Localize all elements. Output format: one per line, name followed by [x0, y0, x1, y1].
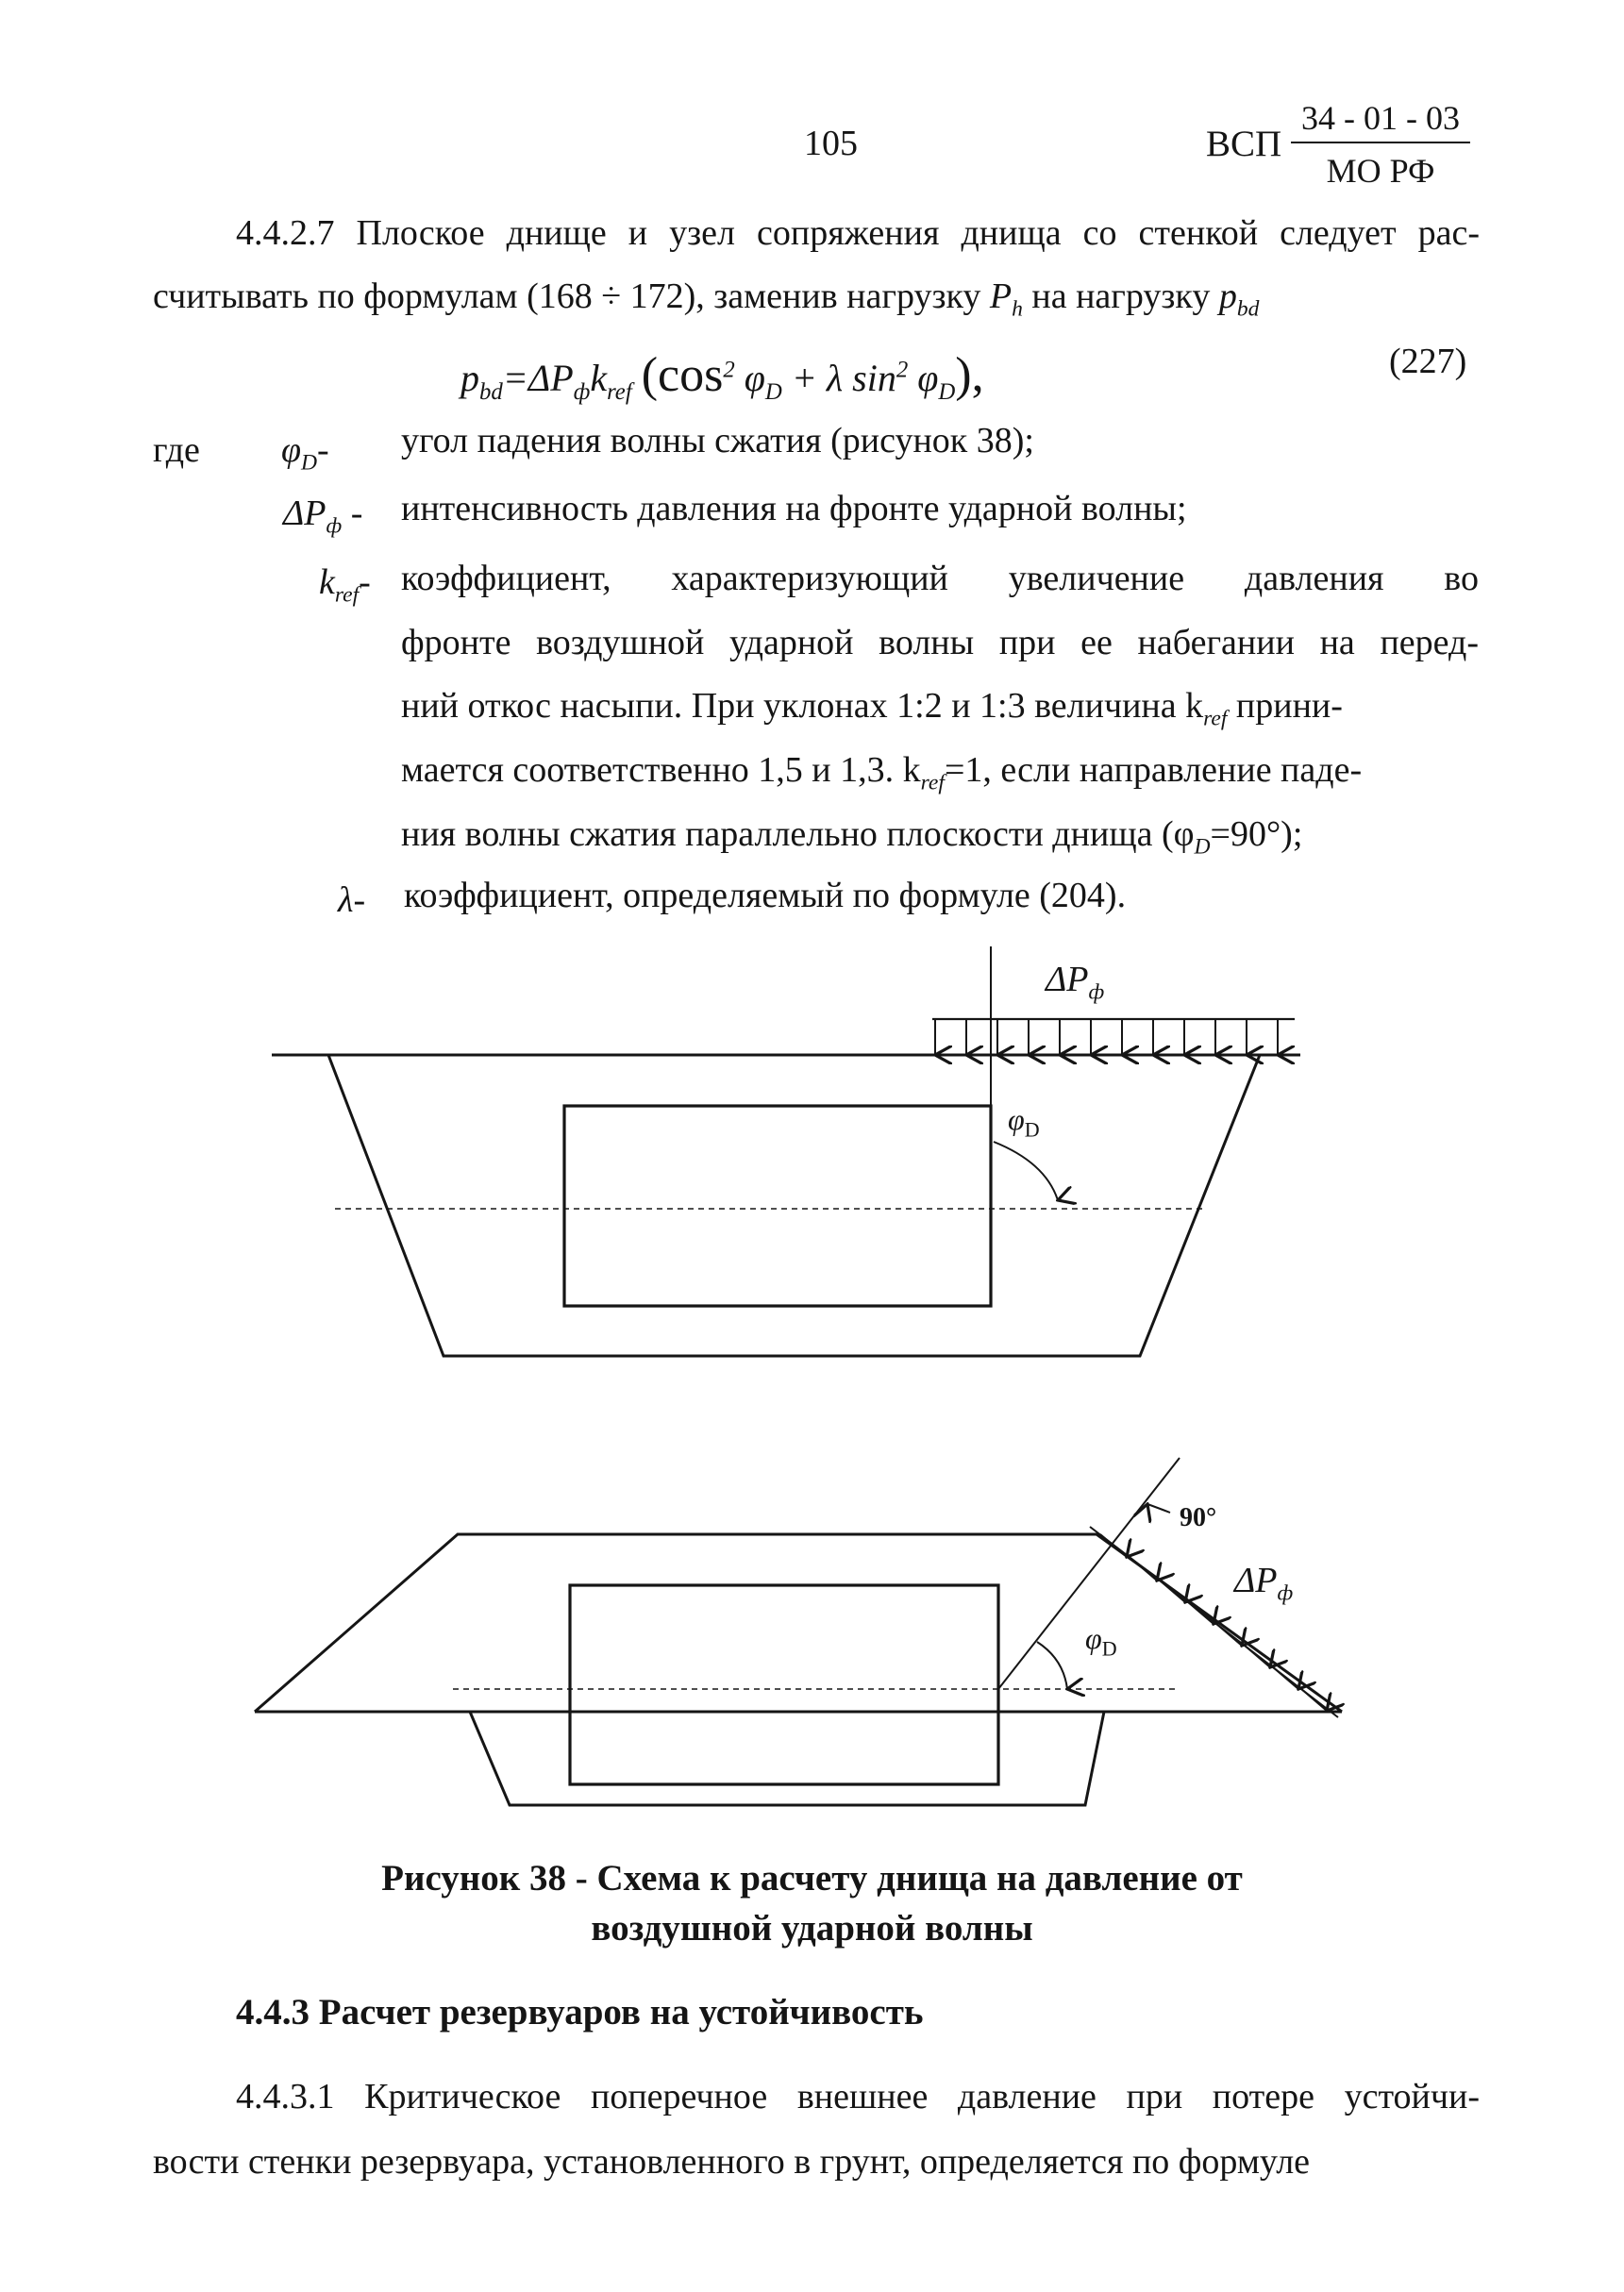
formula-number: (227)	[1389, 342, 1467, 381]
def2-symbol: $\Delta P_ф$ -	[283, 494, 363, 539]
bottom-pressure-label: $\Delta P_ф$	[1234, 1561, 1294, 1606]
where-word: где	[153, 430, 200, 470]
def3-line2: фронте воздушной ударной волны при ее набегании на перед-	[401, 623, 1479, 662]
bottom-angle-label: $\varphi_D$	[1085, 1621, 1117, 1661]
figure-caption-line2: воздушной ударной волны	[591, 1908, 1033, 1949]
def4-text: коэффициент, определяемый по формуле (204).	[404, 876, 1127, 915]
def4-symbol: λ-	[338, 880, 366, 920]
doc-prefix: ВСП	[1206, 124, 1282, 164]
formula-227: $p_{bd}=\Delta P_фk_{ref}$ ($\cos^2$ $\varphi_D + \lambda$ $\sin^2 \varphi_D$),	[460, 348, 984, 405]
doc-code: 34 - 01 - 03	[1301, 99, 1460, 137]
def1-text: угол падения волны сжатия (рисунок 38);	[401, 421, 1034, 460]
top-excavation	[272, 946, 1300, 1356]
page-number: 105	[804, 124, 858, 163]
figure-caption-line1: Рисунок 38 - Схема к расчету днища на давление от	[381, 1858, 1243, 1899]
top-angle-label: $\varphi_D$	[1008, 1102, 1040, 1142]
def3-line1: коэффициент, характеризующий увеличение давления во	[401, 559, 1479, 598]
def2-text: интенсивность давления на фронте ударной волны;	[401, 489, 1187, 528]
section-paragraph-line1: 4.4.3.1 Критическое поперечное внешнее давление при потере устойчи-	[236, 2077, 1480, 2116]
paragraph-4427-line2: считывать по формулам (168 ÷ 172), заменив нагрузку $P_h$ на нагрузку $p_{bd}$	[153, 276, 1260, 322]
doc-ministry: МО РФ	[1326, 152, 1435, 190]
section-heading: 4.4.3 Расчет резервуаров на устойчивость	[236, 1992, 924, 2033]
section-paragraph-line2: вости стенки резервуара, установленного в грунт, определяется по формуле	[153, 2142, 1311, 2182]
def3-line3: ний откос насыпи. При уклонах 1:2 и 1:3 величина $k_{ref}$ прини-	[401, 686, 1343, 731]
def1-symbol: $\varphi_D-$	[281, 430, 329, 476]
def3-line5: ния волны сжатия параллельно плоскости днища $(\varphi_D=90^\circ)$;	[401, 814, 1303, 860]
right-angle-label: 90°	[1180, 1503, 1217, 1532]
def3-line4: мается соответственно 1,5 и 1,3. $k_{ref}=1$, если направление паде-	[401, 750, 1363, 795]
top-pressure-label: $\Delta P_ф$	[1046, 960, 1105, 1005]
paragraph-4427-line1: 4.4.2.7 Плоское днище и узел сопряжения днища со стенкой следует рас-	[236, 213, 1480, 253]
def3-symbol: $k_{ref}-$	[319, 562, 371, 608]
